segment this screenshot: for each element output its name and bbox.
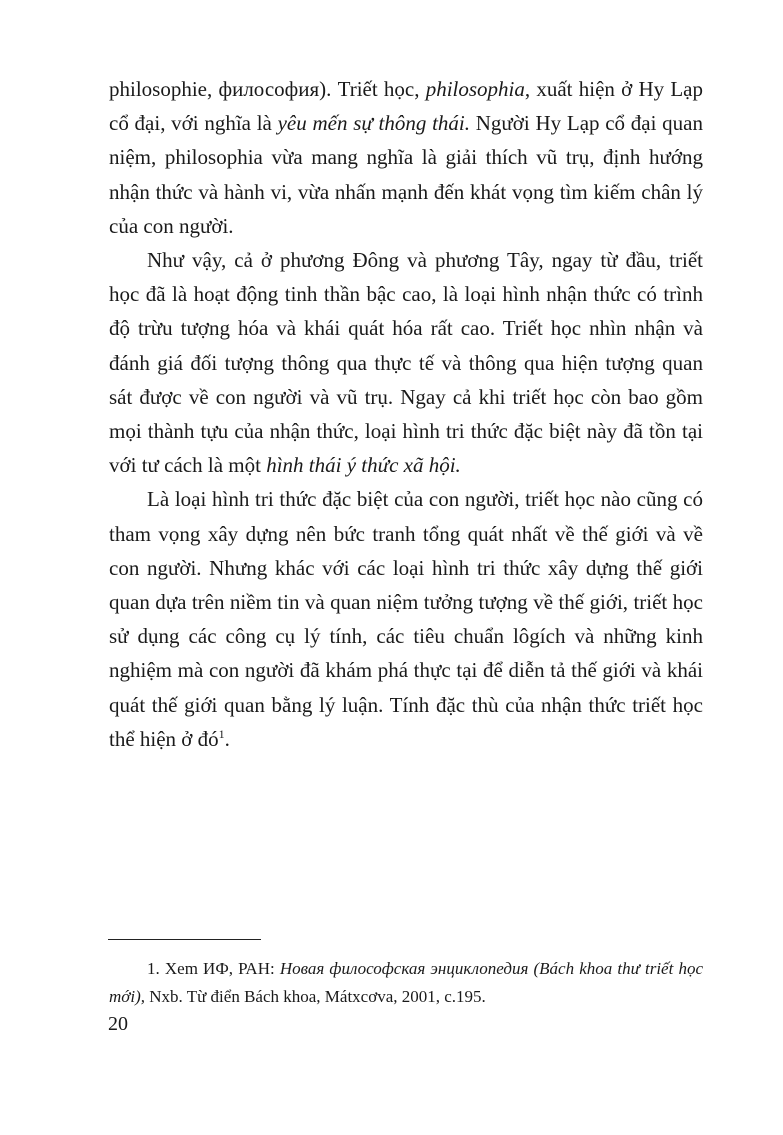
footnote-reference: 1 [218,726,225,741]
footnote-text [109,955,703,1011]
paragraph-1 [109,72,703,243]
page-number: 20 [108,1013,128,1035]
body-text [109,72,703,756]
text-span: 1. Xem ИФ, РАН: [147,959,280,978]
paragraph-2 [109,243,703,482]
italic-book-title: Новая философская энциклопедия (Bách khoa thư triết học mới), [109,959,703,1006]
italic-term: philosophia [425,77,525,101]
footnote-separator [108,939,261,940]
text-span: Là loại hình tri thức đặc biệt của con người, triết học nào cũng có tham vọng xây dựng nên bức tranh tổng quát nhất về thế giới và về con người. Nhưng khác với các loại hình tri thức xây dựng thế giới quan dựa trên niềm tin và quan niệm tưởng tượng về thế giới, triết học sử dụng các công cụ lý tính, các tiêu chuẩn lôgích và những kinh nghiệm mà con người đã khám phá thực tại để diễn tả thế giới và khái quát thế giới quan bằng lý luận. Tính đặc thù của nhận thức triết học thể hiện ở đó [109,487,703,751]
footnote [109,955,703,1011]
paragraph-3 [109,482,703,756]
text-span: . [224,726,230,751]
text-span: Như vậy, cả ở phương Đông và phương Tây, ngay từ đầu, triết học đã là hoạt động tinh thần bậc cao, là loại hình nhận thức có trình độ trừu tượng hóa và khái quát hóa rất cao. Triết học nhìn nhận và đánh giá đối tượng thông qua thực tế và thông qua hiện tượng quan sát được về con người và vũ trụ. Ngay cả khi triết học còn bao gồm mọi thành tựu của nhận thức, loại hình tri thức đặc biệt này đã tồn tại với tư cách là một [109,248,703,478]
text-span: philosophie, философия). Triết học, [109,77,426,101]
text-span: Nxb. Từ điển Bách khoa, Mátxcơva, 2001, c.195. [144,987,486,1006]
italic-term: hình thái ý thức xã hội. [266,453,461,478]
text-span: , xuất hiện ở Hy Lạp cổ đại, với nghĩa là [109,77,703,136]
text-span: Người Hy Lạp cổ đại quan niệm, philosophia vừa mang nghĩa là giải thích vũ trụ, định hướng nhận thức và hành vi, vừa nhấn mạnh đến khát vọng tìm kiếm chân lý của con người. [109,111,703,238]
italic-term: yêu mến sự thông thái. [277,111,471,136]
